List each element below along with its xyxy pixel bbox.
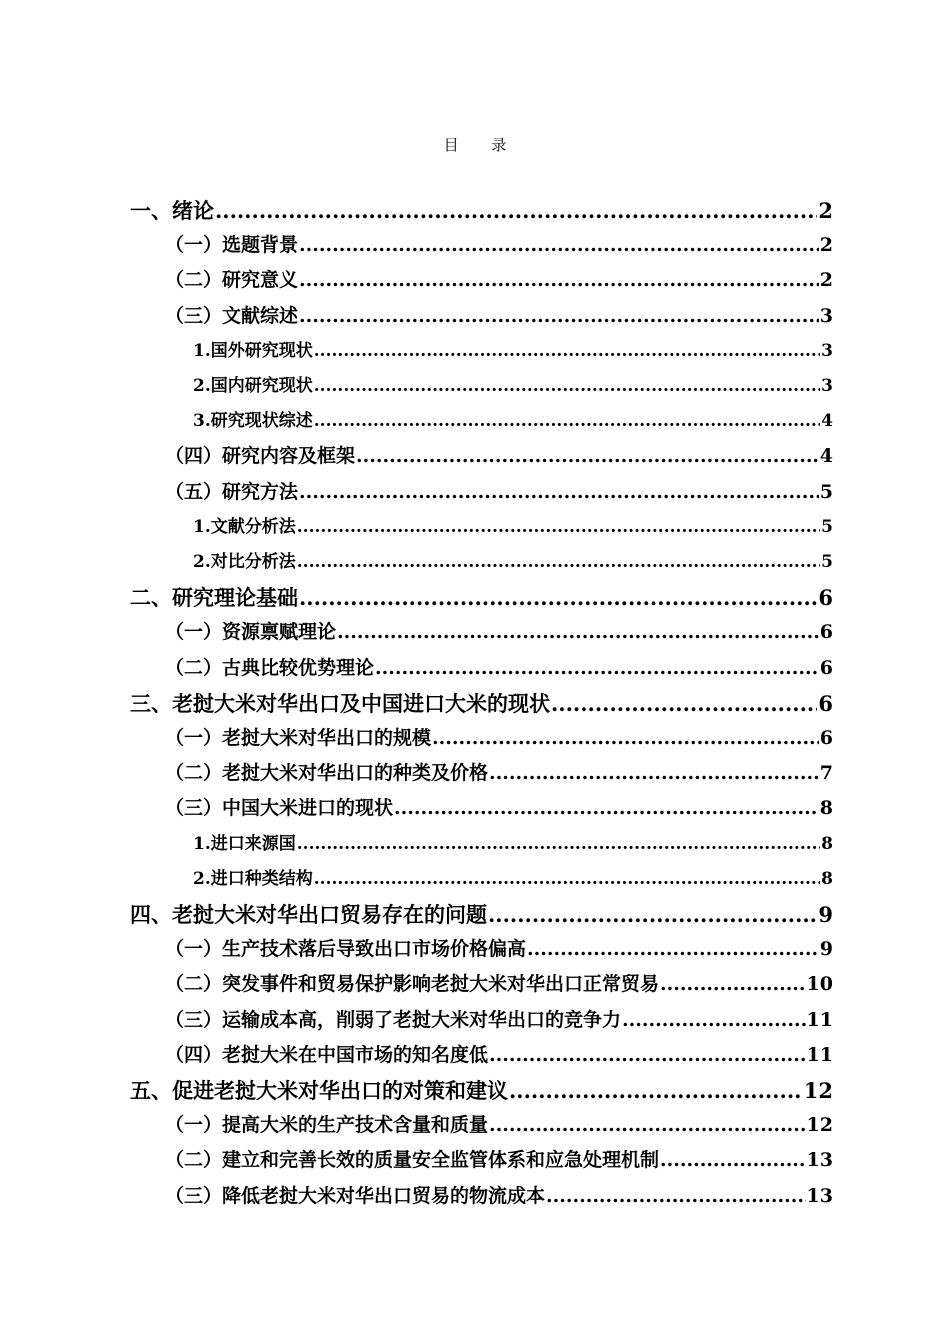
toc-entry-page-number: 6 (819, 727, 833, 749)
toc-dot-leader (375, 651, 819, 686)
toc-entry-title: （三）中国大米进口的现状 (165, 797, 394, 819)
toc-entry-title: 三、老挝大米对华出口及中国进口大米的现状 (130, 691, 550, 716)
toc-entry-level-2[interactable] (165, 932, 833, 967)
toc-entry-level-1[interactable] (130, 897, 833, 932)
toc-entry-level-3[interactable] (193, 862, 833, 897)
toc-entry-page-number: 12 (803, 1078, 833, 1103)
toc-entry-level-2[interactable] (165, 263, 833, 298)
toc-entry-page-number: 7 (819, 762, 833, 784)
toc-entry-title: 四、老挝大米对华出口贸易存在的问题 (130, 902, 487, 927)
toc-entry-level-2[interactable] (165, 299, 833, 334)
toc-entry-page-number: 10 (806, 973, 833, 995)
toc-entry-page-number: 12 (806, 1114, 833, 1136)
toc-dot-leader (488, 897, 817, 932)
toc-entry-title: 2.对比分析法 (193, 552, 296, 572)
toc-dot-leader (509, 1073, 803, 1108)
toc-dot-leader (527, 932, 819, 967)
toc-entry-page-number: 13 (806, 1149, 833, 1171)
toc-entry-level-2[interactable] (165, 228, 833, 263)
toc-entry-title: （三）运输成本高，削弱了老挝大米对华出口的竞争力 (165, 1009, 622, 1031)
toc-entry-level-2[interactable] (165, 1003, 833, 1038)
toc-entry-title: （二）突发事件和贸易保护影响老挝大米对华出口正常贸易 (165, 973, 660, 995)
toc-entry-title: （三）降低老挝大米对华出口贸易的物流成本 (165, 1185, 546, 1207)
toc-entry-page-number: 2 (819, 269, 833, 291)
toc-entry-title: （一）资源禀赋理论 (165, 621, 337, 643)
toc-dot-leader (356, 439, 819, 474)
toc-entry-level-1[interactable] (130, 580, 833, 615)
toc-dot-leader (394, 791, 819, 826)
toc-entry-level-2[interactable] (165, 1143, 833, 1178)
toc-dot-leader (314, 404, 820, 439)
toc-entry-page-number: 13 (806, 1185, 833, 1207)
toc-entry-page-number: 4 (819, 445, 833, 467)
toc-entry-title: （一）生产技术落后导致出口市场价格偏高 (165, 938, 527, 960)
toc-dot-leader (314, 862, 820, 897)
toc-entry-level-2[interactable] (165, 967, 833, 1002)
toc-dot-leader (297, 545, 820, 580)
toc-entry-level-2[interactable] (165, 1038, 833, 1073)
toc-dot-leader (660, 1143, 806, 1178)
toc-entry-title: （一）选题背景 (165, 234, 299, 256)
toc-entry-level-3[interactable] (193, 827, 833, 862)
toc-entry-title: （四）研究内容及框架 (165, 445, 356, 467)
toc-entry-level-3[interactable] (193, 369, 833, 404)
toc-entry-page-number: 3 (821, 376, 833, 396)
toc-entry-title: （三）文献综述 (165, 305, 299, 327)
toc-entry-title: （二）建立和完善长效的质量安全监管体系和应急处理机制 (165, 1149, 660, 1171)
toc-dot-leader (299, 475, 819, 510)
toc-dot-leader (314, 334, 820, 369)
toc-dot-leader (337, 615, 819, 650)
toc-entry-title: 1.进口来源国 (193, 834, 296, 854)
toc-entry-page-number: 9 (819, 938, 833, 960)
toc-entry-title: 3.研究现状综述 (193, 411, 313, 431)
toc-dot-leader (660, 967, 806, 1002)
toc-entry-title: 二、研究理论基础 (130, 585, 298, 610)
toc-entry-level-2[interactable] (165, 1108, 833, 1143)
toc-entry-page-number: 11 (806, 1009, 833, 1031)
toc-entry-title: 2.进口种类结构 (193, 869, 313, 889)
toc-dot-leader (299, 580, 817, 615)
toc-entry-page-number: 4 (821, 411, 833, 431)
toc-entry-page-number: 8 (819, 797, 833, 819)
toc-dot-leader (546, 1179, 806, 1214)
toc-entry-title: 2.国内研究现状 (193, 376, 313, 396)
toc-entry-page-number: 2 (819, 234, 833, 256)
toc-entry-level-2[interactable] (165, 1179, 833, 1214)
toc-entry-page-number: 6 (818, 585, 833, 610)
toc-dot-leader (314, 369, 820, 404)
toc-entry-title: 五、促进老挝大米对华出口的对策和建议 (130, 1078, 508, 1103)
toc-entry-page-number: 3 (821, 341, 833, 361)
toc-entry-page-number: 2 (818, 198, 833, 223)
toc-entry-page-number: 5 (821, 552, 833, 572)
toc-entry-page-number: 8 (821, 869, 833, 889)
toc-entry-page-number: 11 (806, 1044, 833, 1066)
toc-dot-leader (432, 721, 819, 756)
toc-entry-level-2[interactable] (165, 475, 833, 510)
toc-dot-leader (297, 510, 820, 545)
toc-entry-title: 1.国外研究现状 (193, 341, 313, 361)
toc-entry-page-number: 8 (821, 834, 833, 854)
toc-dot-leader (489, 756, 819, 791)
toc-entry-level-3[interactable] (193, 404, 833, 439)
toc-entry-page-number: 3 (819, 305, 833, 327)
toc-entry-level-2[interactable] (165, 756, 833, 791)
toc-dot-leader (489, 1108, 806, 1143)
toc-entry-page-number: 5 (819, 481, 833, 503)
toc-entry-level-1[interactable] (130, 193, 833, 228)
toc-entry-title: （二）古典比较优势理论 (165, 657, 375, 679)
toc-entry-title: （二）老挝大米对华出口的种类及价格 (165, 762, 489, 784)
toc-dot-leader (299, 228, 819, 263)
toc-entry-level-1[interactable] (130, 1073, 833, 1108)
toc-entry-level-2[interactable] (165, 721, 833, 756)
toc-entry-level-2[interactable] (165, 651, 833, 686)
toc-entry-level-2[interactable] (165, 791, 833, 826)
toc-dot-leader (297, 827, 820, 862)
toc-entry-page-number: 6 (819, 621, 833, 643)
toc-entry-page-number: 6 (818, 691, 833, 716)
toc-dot-leader (551, 686, 817, 721)
toc-dot-leader (299, 299, 819, 334)
toc-entry-page-number: 6 (819, 657, 833, 679)
toc-entry-level-2[interactable] (165, 615, 833, 650)
toc-entry-level-2[interactable] (165, 439, 833, 474)
toc-dot-leader (299, 263, 819, 298)
toc-dot-leader (215, 193, 817, 228)
toc-entry-title: （一）老挝大米对华出口的规模 (165, 727, 432, 749)
page-title: 目 录 (443, 136, 521, 154)
toc-entry-level-3[interactable] (193, 334, 833, 369)
toc-entry-title: （五）研究方法 (165, 481, 299, 503)
toc-dot-leader (489, 1038, 806, 1073)
toc-dot-leader (622, 1003, 806, 1038)
toc-entry-level-3[interactable] (193, 510, 833, 545)
toc-entry-title: （四）老挝大米在中国市场的知名度低 (165, 1044, 489, 1066)
toc-entry-title: （二）研究意义 (165, 269, 299, 291)
toc-entry-title: 1.文献分析法 (193, 517, 296, 537)
toc-entry-page-number: 5 (821, 517, 833, 537)
toc-entry-level-1[interactable] (130, 686, 833, 721)
toc-entry-title: 一、绪论 (130, 198, 214, 223)
toc-entry-page-number: 9 (818, 902, 833, 927)
toc-entry-title: （一）提高大米的生产技术含量和质量 (165, 1114, 489, 1136)
toc-entry-level-3[interactable] (193, 545, 833, 580)
